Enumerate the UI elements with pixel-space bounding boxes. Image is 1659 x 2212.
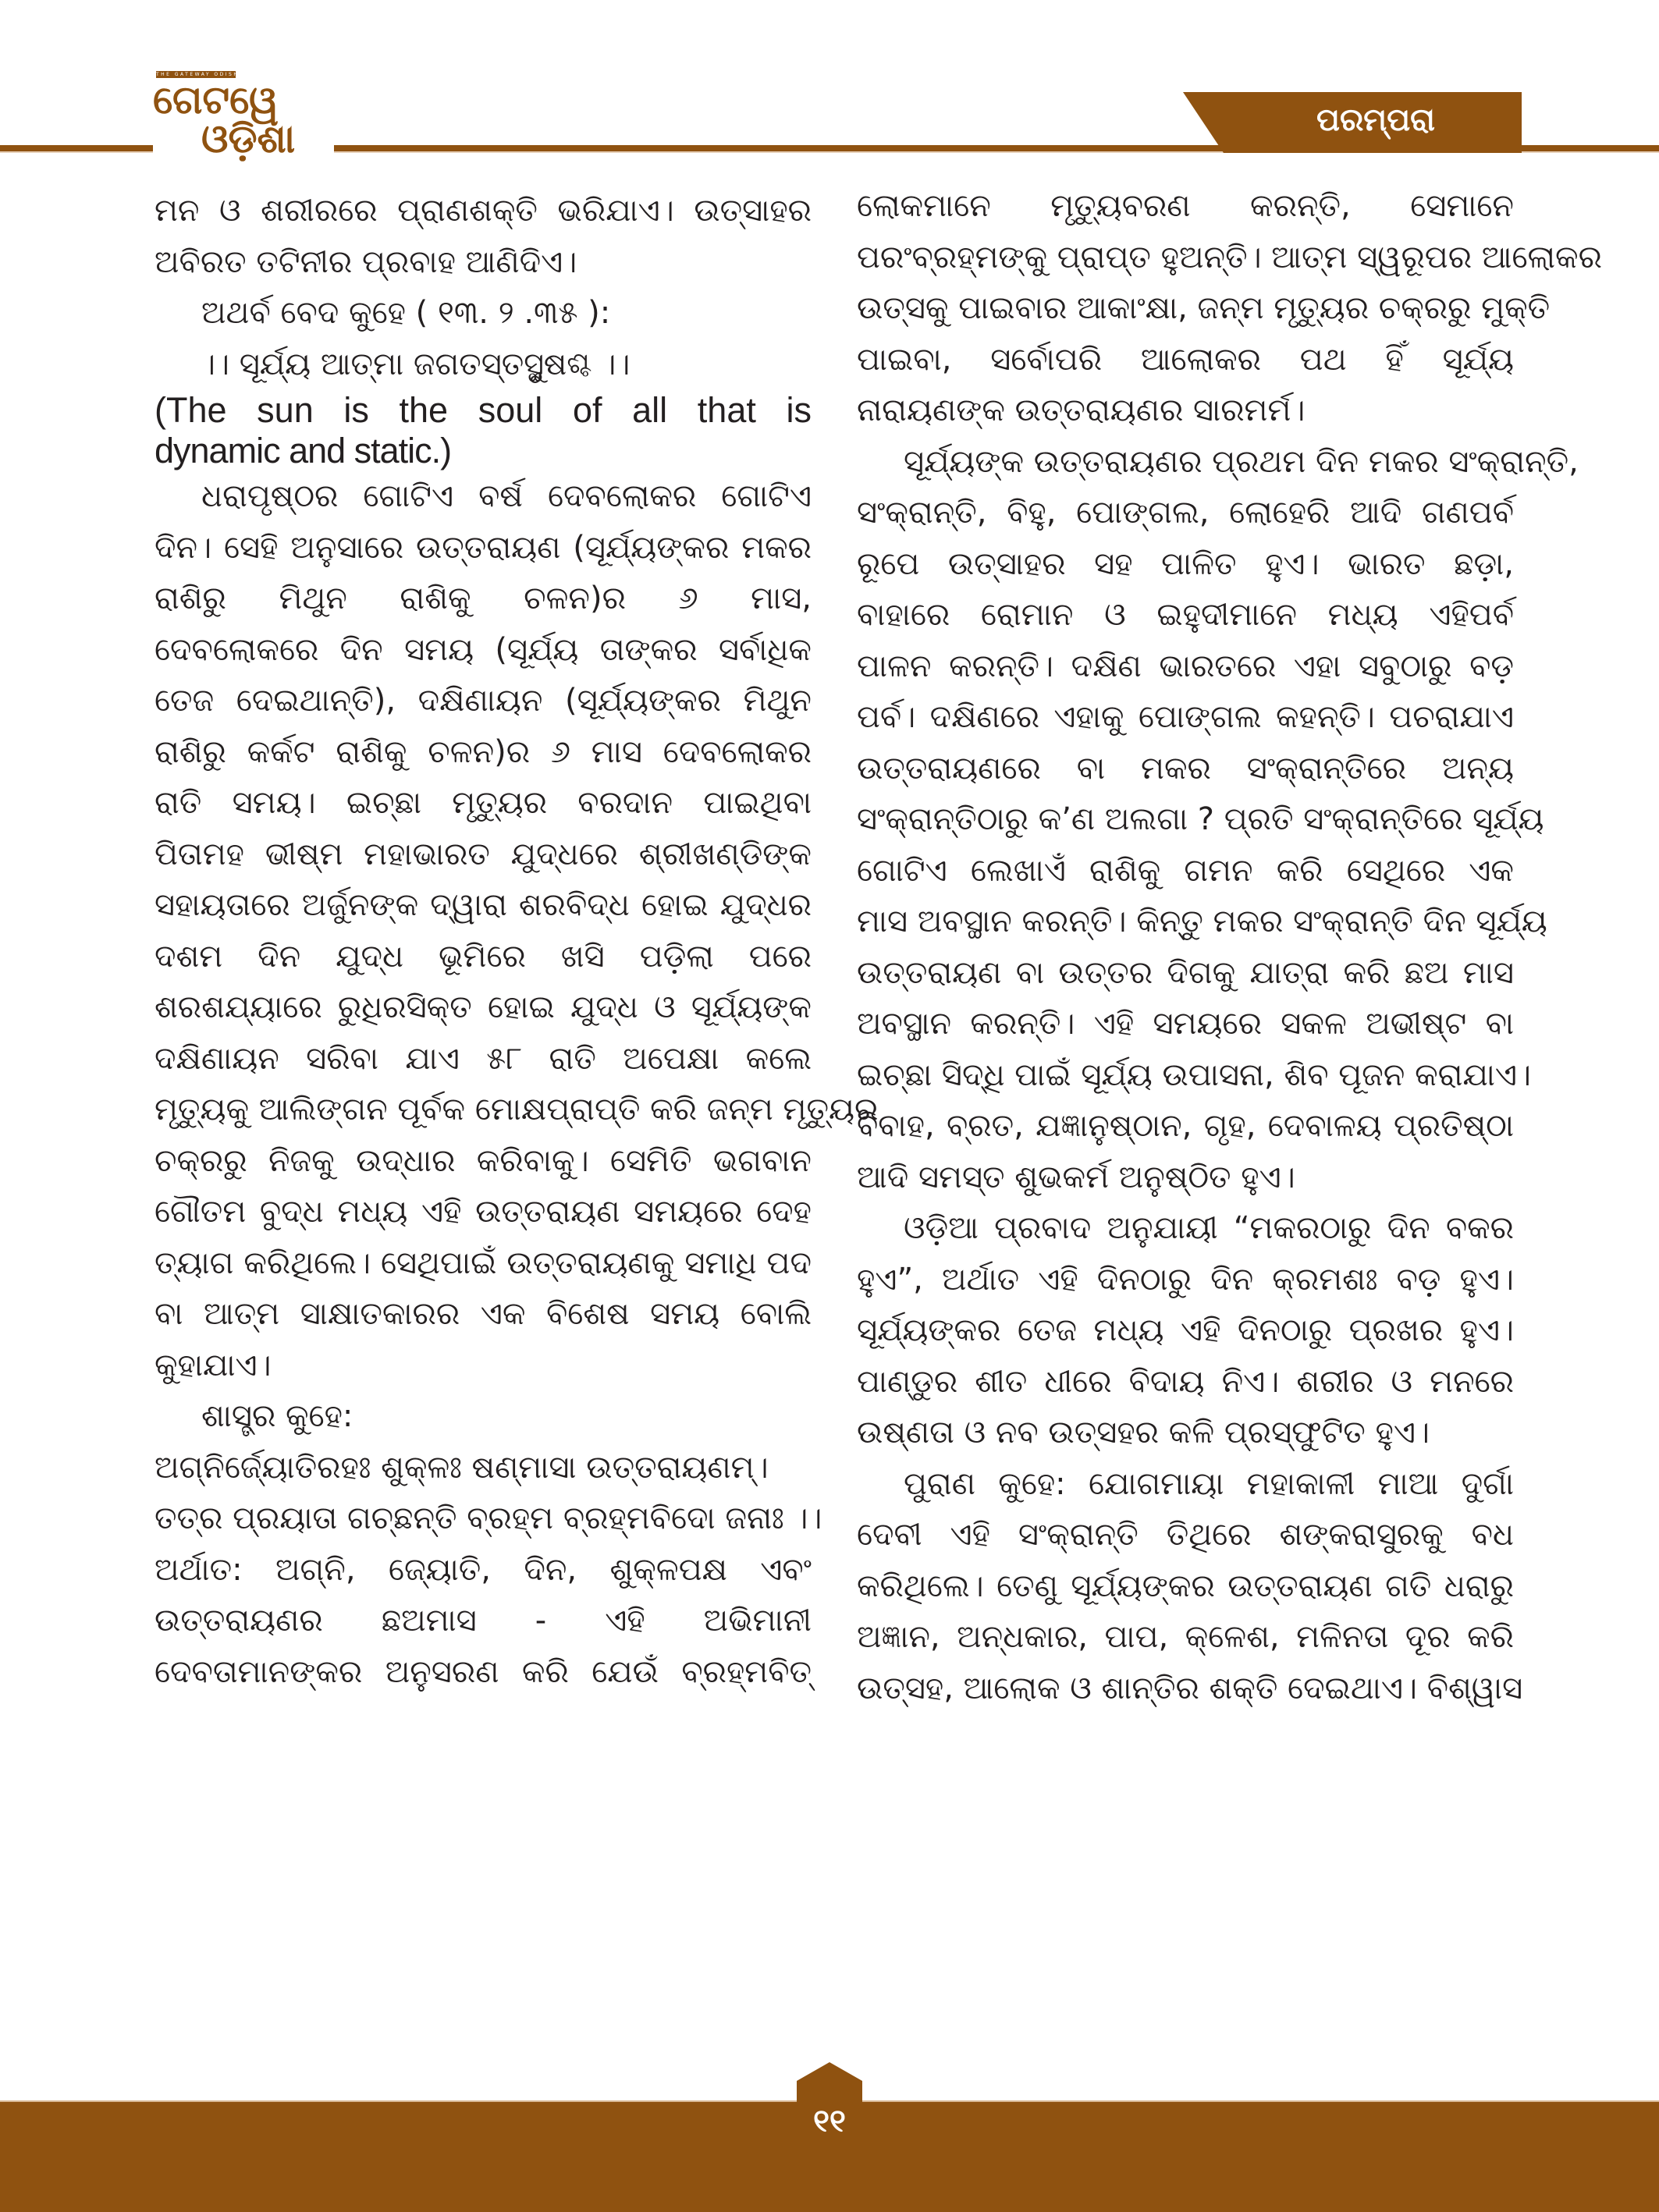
text-line: ମନ ଓ ଶରୀରରେ ପ୍ରାଣଶକ୍ତି ଭରିଯାଏ। ଉତ୍ସାହର [155,193,812,229]
text-line: ପର୍ବ। ଦକ୍ଷିଣରେ ଏହାକୁ ପୋଙ୍ଗଲ କହନ୍ତି। ପଚରାଯାଏ [857,699,1514,735]
text-line: ହୁଏ”, ଅର୍ଥାତ ଏହି ଦିନଠାରୁ ଦିନ କ୍ରମଶଃ ବଡ଼ ହୁଏ। [857,1261,1514,1298]
text-line: ଉତ୍ତରାୟଣରେ ବା ମକର ସଂକ୍ରାନ୍ତିରେ ଅନ୍ୟ [857,750,1514,786]
text-line: ମୃତ୍ୟୁକୁ ଆଲିଙ୍ଗନ ପୂର୍ବକ ମୋକ୍ଷପ୍ରାପ୍ତି କରି ଜନ୍ମ ମୃତ୍ୟୁର [155,1092,879,1127]
text-line: ଦେବଲୋକରେ ଦିନ ସମୟ (ସୂର୍ଯ୍ୟ ତାଙ୍କର ସର୍ବାଧିକ [155,631,812,668]
text-line: ଅଜ୍ଞାନ, ଅନ୍ଧକାର, ପାପ, କ୍ଳେଶ, ମଳିନତା ଦୂର କରି [857,1619,1514,1655]
citation-line: ଶାସ୍ତ୍ର କୁହେ: [201,1398,353,1434]
text-line: ନାରାୟଣଙ୍କ ଉତ୍ତରାୟଣର ସାରମର୍ମ। [857,392,1306,428]
text-line: ମାସ ଅବସ୍ଥାନ କରନ୍ତି। କିନ୍ତୁ ମକର ସଂକ୍ରାନ୍ତି ଦିନ ସୂର୍ଯ୍ୟ [857,904,1547,939]
text-line: ବାହାରେ ରୋମାନ ଓ ଇହୁଦୀମାନେ ମଧ୍ୟ ଏହିପର୍ବ [857,597,1514,633]
paragraph-start-line: ଧରାପୃଷ୍ଠର ଗୋଟିଏ ବର୍ଷ ଦେବଲୋକର ଗୋଟିଏ [201,478,812,514]
text-line: ଉଷ୍ଣତା ଓ ନବ ଉତ୍ସହର କଳି ପ୍ରସ୍ଫୁଟିତ ହୁଏ। [857,1415,1430,1450]
section-tab [1183,92,1522,153]
text-line: ବା ଆତ୍ମ ସାକ୍ଷାତକାରର ଏକ ବିଶେଷ ସମୟ ବୋଲି [155,1296,812,1332]
verse-line: ତତ୍ର ପ୍ରୟାତା ଗଚ୍ଛନ୍ତି ବ୍ରହ୍ମ ବ୍ରହ୍ମବିଦୋ ଜନାଃ ।। [155,1500,822,1536]
text-line: କୁହାଯାଏ। [155,1347,272,1383]
text-line: ସୂର୍ଯ୍ୟଙ୍କର ତେଜ ମଧ୍ୟ ଏହି ଦିନଠାରୁ ପ୍ରଖର ହୁଏ। [857,1312,1514,1348]
text-line: ସହାୟତାରେ ଅର୍ଜୁନଙ୍କ ଦ୍ୱାରା ଶରବିଦ୍ଧ ହୋଇ ଯୁଦ୍ଧର [155,887,812,923]
text-line: ପାଳନ କରନ୍ତି। ଦକ୍ଷିଣ ଭାରତରେ ଏହା ସବୁଠାରୁ ବଡ଼ [857,648,1514,684]
page-header [0,0,1659,162]
text-line: ଦିନ। ସେହି ଅନୁସାରେ ଉତ୍ତରାୟଣ (ସୂର୍ଯ୍ୟଙ୍କର ମକର [155,529,812,566]
article-column-right [857,181,1602,1714]
text-line: ଲୋକମାନେ ମୃତ୍ୟୁବରଣ କରନ୍ତି, ସେମାନେ [857,188,1514,224]
text-line: ଦକ୍ଷିଣାୟନ ସରିବା ଯାଏ ୫୮ ରାତି ଅପେକ୍ଷା କଲେ [155,1040,812,1077]
text-line: ରାଶିରୁ ମିଥୁନ ରାଶିକୁ ଚଳନ)ର ୬ ମାସ, [155,581,812,616]
english-translation-line: (The sun is the soul of all that is [155,390,812,430]
citation-line: ଅଥର୍ବ ବେଦ କୁହେ ( ୧୩. ୨ .୩୫ ): [201,295,611,331]
text-line: ରାଶିରୁ କର୍କଟ ରାଶିକୁ ଚଳନ)ର ୬ ମାସ ଦେବଲୋକର [155,733,812,770]
text-line: ଉତ୍ତରାୟଣ ବା ଉତ୍ତର ଦିଗକୁ ଯାତ୍ରା କରି ଛଅ ମାସ [857,954,1514,991]
paragraph-start-line: ପୁରାଣ କୁହେ: ଯୋଗମାୟା ମହାକାଳୀ ମାଆ ଦୁର୍ଗା [904,1465,1514,1502]
paragraph-start-line: ଓଡ଼ିଆ ପ୍ରବାଦ ଅନୁଯାୟୀ “ମକରଠାରୁ ଦିନ ବକର [904,1210,1514,1246]
text-line: ଦେବତାମାନଙ୍କର ଅନୁସରଣ କରି ଯେଉଁ ବ୍ରହ୍ମବିତ୍ [155,1653,812,1690]
text-line: ଅବିରତ ତଟିନୀର ପ୍ରବାହ ଆଣିଦିଏ। [155,243,577,280]
text-line: ଅବସ୍ଥାନ କରନ୍ତି। ଏହି ସମୟରେ ସକଳ ଅଭୀଷ୍ଟ ବା [857,1006,1514,1042]
text-line: ଇଚ୍ଛା ସିଦ୍ଧି ପାଇଁ ସୂର୍ଯ୍ୟ ଉପାସନା, ଶିବ ପୂଜନ କରାଯାଏ। [857,1056,1531,1093]
article-column-left [155,186,879,1698]
text-line: ସଂକ୍ରାନ୍ତି, ବିହୁ, ପୋଙ୍ଗଲ, ଲୋହେରି ଆଦି ଗଣପର୍ବ [857,495,1514,531]
text-line: ଶରଶଯ୍ୟାରେ ରୁଧିରସିକ୍ତ ହୋଇ ଯୁଦ୍ଧ ଓ ସୂର୍ଯ୍ୟଙ୍କ [155,989,812,1025]
text-line: ପିତାମହ ଭୀଷ୍ମ ମହାଭାରତ ଯୁଦ୍ଧରେ ଶ୍ରୀଖଣ୍ଡିଙ୍କ [155,836,812,872]
text-line: ଉତ୍ସହ, ଆଲୋକ ଓ ଶାନ୍ତିର ଶକ୍ତି ଦେଇଥାଏ। ବିଶ୍ୱାସ [857,1670,1523,1706]
verse-line: ।। ସୂର୍ଯ୍ୟ ଆତ୍ମା ଜଗତସ୍ତସ୍ଥୁଷଶ୍ଚ ।। [201,346,631,382]
verse-line: ଅଗ୍ନିର୍ଜ୍ୟୋତିରହଃ ଶୁକ୍ଳଃ ଷଣ୍ମାସା ଉତ୍ତରାୟଣମ୍। [155,1449,769,1486]
magazine-logo [153,69,334,162]
text-line: ପାଇବା, ସର୍ବୋପରି ଆଲୋକର ପଥ ହିଁ ସୂର୍ଯ୍ୟ [857,341,1514,378]
text-line: ଦଶମ ଦିନ ଯୁଦ୍ଧ ଭୂମିରେ ଖସି ପଡ଼ିଲା ପରେ [155,938,812,975]
page-number: ୧୧ [813,2104,846,2139]
logo-wordmark-line2: ଓଡ଼ିଶା [201,116,296,162]
text-line: ତ୍ୟାଗ କରିଥିଲେ। ସେଥିପାଇଁ ଉତ୍ତରାୟଣକୁ ସମାଧି ପଦ [155,1244,812,1281]
text-line: ଦେବୀ ଏହି ସଂକ୍ରାନ୍ତି ତିଥିରେ ଶଙ୍କରାସୁରକୁ ବଧ [857,1517,1514,1553]
text-line: ସଂକ୍ରାନ୍ତିଠାରୁ କ’ଣ ଅଲଗା ? ପ୍ରତି ସଂକ୍ରାନ୍ତିରେ ସୂର୍ଯ୍ୟ [857,801,1544,837]
text-line: ଉତ୍ସକୁ ପାଇବାର ଆକାଂକ୍ଷା, ଜନ୍ମ ମୃତ୍ୟୁର ଚକ୍ରରୁ ମୁକ୍ତି [857,290,1551,326]
text-line: ଗୌତମ ବୁଦ୍ଧ ମଧ୍ୟ ଏହି ଉତ୍ତରାୟଣ ସମୟରେ ଦେହ [155,1194,812,1230]
logo-tagline: THE GATEWAY ODISHA [156,72,244,77]
english-translation-line: dynamic and static.) [155,431,452,470]
text-line: ଗୋଟିଏ ଲେଖାଏଁ ରାଶିକୁ ଗମନ କରି ସେଥିରେ ଏକ [857,852,1514,889]
text-line: ଅର୍ଥାତ: ଅଗ୍ନି, ଜ୍ୟୋତି, ଦିନ, ଶୁକ୍ଳପକ୍ଷ ଏବଂ [155,1551,812,1588]
text-line: ଉତ୍ତରାୟଣର ଛଅମାସ - ଏହି ଅଭିମାନୀ [155,1603,812,1639]
text-line: ବିବାହ, ବ୍ରତ, ଯଜ୍ଞାନୁଷ୍ଠାନ, ଗୃହ, ଦେବାଳୟ ପ୍ରତିଷ୍ଠା [857,1108,1514,1144]
text-line: ରାତି ସମୟ। ଇଚ୍ଛା ମୃତ୍ୟୁର ବରଦାନ ପାଇଥିବା [155,785,812,821]
page-number-badge [797,2062,862,2156]
text-line: ପାଣ୍ଡୁର ଶୀତ ଧୀରେ ବିଦାୟ ନିଏ। ଶରୀର ଓ ମନରେ [857,1363,1514,1400]
text-line: କରିଥିଲେ। ତେଣୁ ସୂର୍ଯ୍ୟଙ୍କର ଉତ୍ତରାୟଣ ଗତି ଧରାରୁ [857,1568,1514,1604]
text-line: ପରଂବ୍ରହ୍ମଙ୍କୁ ପ୍ରାପ୍ତ ହୁଅନ୍ତି। ଆତ୍ମ ସ୍ୱରୂପର ଆଲୋକର [857,239,1602,275]
logo-wordmark-line1: ଗେଟୱେ [153,77,279,122]
text-line: ଆଦି ସମସ୍ତ ଶୁଭକର୍ମ ଅନୁଷ୍ଠିତ ହୁଏ। [857,1159,1295,1195]
text-line: ଚକ୍ରରୁ ନିଜକୁ ଉଦ୍ଧାର କରିବାକୁ। ସେମିତି ଭଗବାନ [155,1142,812,1179]
text-line: ତେଜ ଦେଇଥାନ୍ତି), ଦକ୍ଷିଣାୟନ (ସୂର୍ଯ୍ୟଙ୍କର ମିଥୁନ [155,683,812,719]
section-label: ପରମ୍ପରା [1316,102,1435,138]
paragraph-start-line: ସୂର୍ଯ୍ୟଙ୍କ ଉତ୍ତରାୟଣର ପ୍ରଥମ ଦିନ ମକର ସଂକ୍ରାନ୍ତି, [904,443,1579,480]
text-line: ରୂପେ ଉତ୍ସାହର ସହ ପାଳିତ ହୁଏ। ଭାରତ ଛଡ଼ା, [857,545,1514,582]
